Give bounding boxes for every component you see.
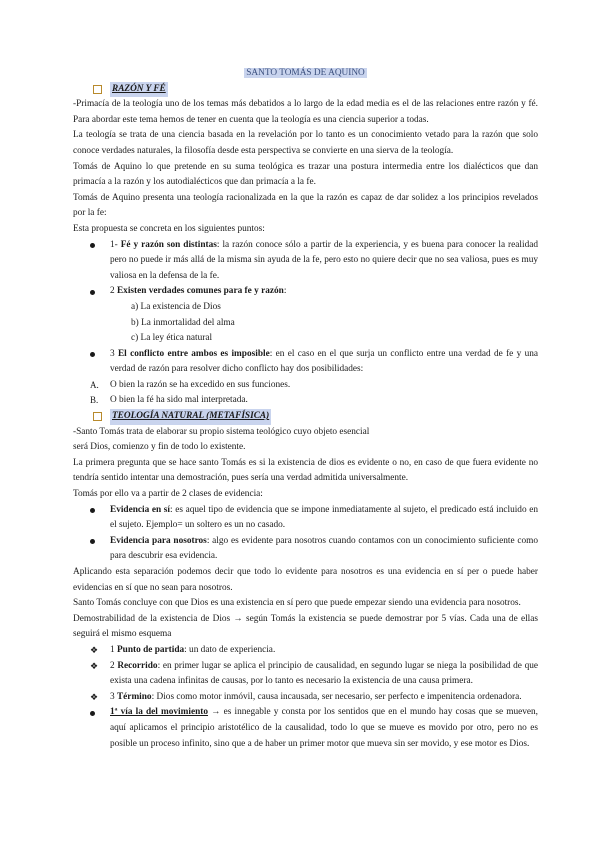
paragraph: Aplicando esta separación podemos decir que todo lo evidente para nosotros es una evidencia en sí per o puede haber evidencias en sí que no sean para nosotros. bbox=[73, 567, 538, 593]
list-item: Evidencia para nosotros: algo es evidente para nosotros cuando contamos con un conocimiento suficiente como para descubrir esa evidencia. bbox=[73, 534, 538, 565]
paragraph: -Santo Tomás trata de elaborar su propio sistema teológico cuyo objeto esencial bbox=[73, 426, 370, 437]
list-item: 1- Fé y razón son distintas: la razón conoce sólo a partir de la experiencia, y es buena para conocer la realidad pero no puede ir más allá de la misma sin ayuda de la fe, pero esto no quiere decir que no sea valiosa, pues es muy valiosa en la defensa de la fe. bbox=[73, 238, 538, 285]
paragraph: -Primacía de la teología uno de los temas más debatidos a lo largo de la edad media es el de las relaciones entre razón y fé. Para abordar este tema hemos de tener en cuenta que la teología es una ciencia superior a todas. bbox=[73, 99, 538, 125]
paragraph: La primera pregunta que se hace santo Tomás es si la existencia de dios es evidente o no, en caso de que fuera evidente no tendría sentido intentar una demostración, pues sería una verdad admitida universalmente. bbox=[73, 457, 538, 484]
paragraph: Tomás de Aquino lo que pretende en su suma teológica es trazar una postura intermedia entre los dialécticos que dan primacía a la razón y los autodialécticos que dan primacía a la fe. bbox=[73, 161, 538, 188]
diamond-bullet-icon: ❖ bbox=[90, 644, 99, 655]
paragraph: será Dios, comienzo y fin de todo lo existente. bbox=[73, 442, 246, 453]
bullet-icon bbox=[90, 238, 104, 254]
checkbox-icon bbox=[93, 412, 102, 421]
list-item: A. O bien la razón se ha excedido en sus funciones. bbox=[90, 379, 291, 390]
list-item: 1ª vía la del movimiento → es innegable y consta por los sentidos que en el mundo hay cosas que se mueven, aquí aplicamos el principio aristotélico de la causalidad, todo lo que se mueve es movido por otro, pero no es posible un proceso infinito, sino que a de haber un primer motor que mueva sin ser movido, y ese motor es Dios. bbox=[73, 705, 538, 752]
bullet-icon bbox=[90, 534, 104, 550]
paragraph: Santo Tomás concluye con que Dios es una existencia en sí pero que puede empezar siendo una evidencia para nosotros. bbox=[73, 598, 521, 609]
bullet-icon bbox=[90, 503, 104, 519]
sub-list-item: c) La ley ética natural bbox=[131, 333, 213, 344]
list-item: ❖ 2 Recorrido: en primer lugar se aplica el principio de causalidad, en segundo lugar se niega la posibilidad de que exista una cadena infinitas de causas, por lo tanto es necesario la existencia de una causa primera. bbox=[90, 660, 539, 687]
document-content bbox=[73, 66, 538, 752]
paragraph: La teología se trata de una ciencia basada en la revelación por lo tanto es un conocimiento vetado para la razón que solo conoce verdades naturales, la filosofía desde esta perspectiva se convierte en una sierva de la teología. bbox=[73, 130, 538, 156]
paragraph: Demostrabilidad de la existencia de Dios → según Tomás la existencia se puede demostrar por 5 vías. Cada una de ellas seguirá el mismo esquema bbox=[73, 613, 538, 640]
paragraph: Tomás por ello va a partir de 2 clases de evidencia: bbox=[73, 489, 263, 500]
list-item: ❖ 1 Punto de partida: un dato de experiencia. bbox=[73, 643, 538, 659]
list-item: 2 Existen verdades comunes para fe y razón: bbox=[73, 284, 538, 300]
list-item: ❖ 3 Término: Dios como motor inmóvil, causa incausada, ser necesario, ser perfecto e impenitencia ordenadora. bbox=[73, 690, 538, 706]
list-item: B. O bien la fé ha sido mal interpretada. bbox=[90, 395, 248, 406]
bullet-icon bbox=[90, 347, 104, 363]
list-item: 3 El conflicto entre ambos es imposible: en el caso en el que surja un conflicto entre una verdad de fe y una verdad de razón para resolver dicho conflicto hay dos posibilidades: bbox=[73, 347, 538, 378]
section-heading-teologia: TEOLOGÍA NATURAL (METAFÍSICA) bbox=[93, 409, 538, 425]
bullet-icon bbox=[90, 705, 104, 721]
bullet-icon bbox=[90, 284, 104, 300]
paragraph: Tomás de Aquino presenta una teología racionalizada en la que la razón es capaz de dar solidez a los principios revelados por la fe: bbox=[73, 192, 538, 219]
document-title: SANTO TOMÁS DE AQUINO bbox=[246, 68, 365, 78]
sub-list-item: b) La inmortalidad del alma bbox=[131, 317, 235, 328]
diamond-bullet-icon: ❖ bbox=[90, 691, 99, 702]
section-heading-razon-fe: RAZÓN Y FÉ bbox=[93, 82, 538, 98]
sub-list-item: a) La existencia de Dios bbox=[131, 301, 221, 312]
diamond-bullet-icon: ❖ bbox=[90, 660, 99, 671]
checkbox-icon bbox=[93, 85, 102, 94]
paragraph: Esta propuesta se concreta en los siguientes puntos: bbox=[73, 223, 265, 234]
list-item: Evidencia en sí: es aquel tipo de evidencia que se impone inmediatamente al sujeto, el predicado está incluido en el sujeto. Ejemplo= un soltero es un no casado. bbox=[73, 503, 538, 534]
